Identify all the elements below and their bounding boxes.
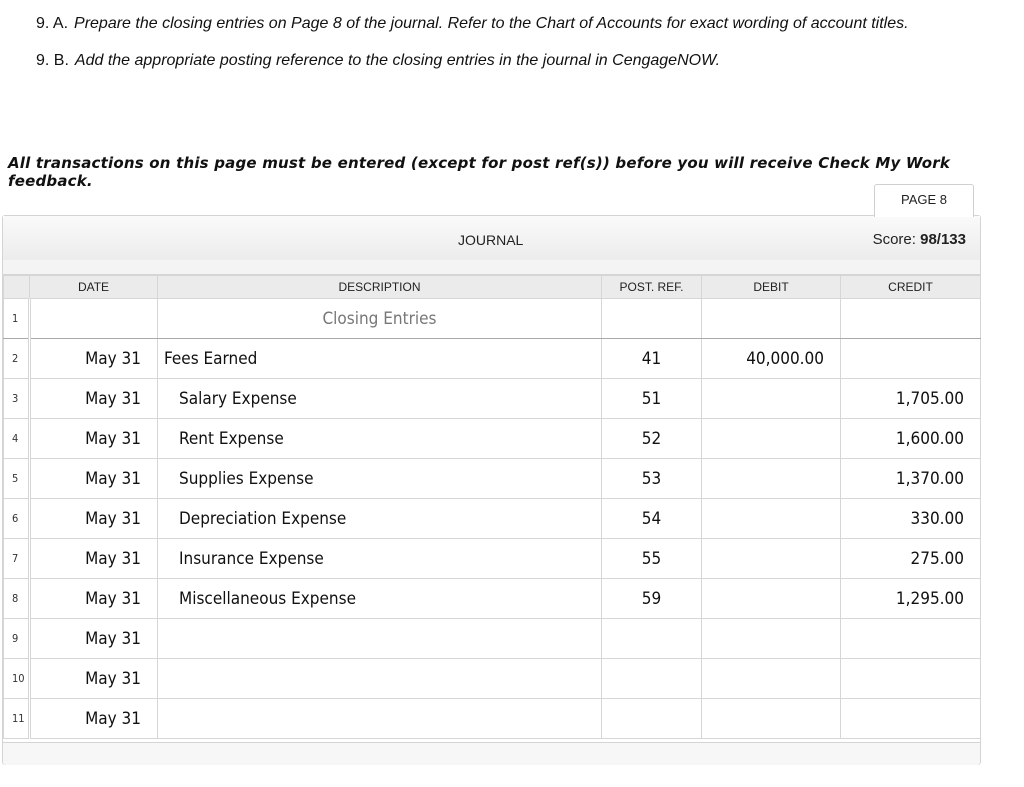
- description-cell[interactable]: [158, 699, 602, 739]
- journal-header: [3, 216, 980, 261]
- post-ref-column-header: POST. REF.: [602, 276, 702, 299]
- journal-footer: [3, 742, 980, 765]
- debit-cell[interactable]: [702, 299, 841, 339]
- score-label: Score:: [872, 231, 916, 248]
- credit-cell[interactable]: [841, 699, 981, 739]
- credit-cell[interactable]: [841, 659, 981, 699]
- score-display: [873, 231, 966, 248]
- row-number: 3: [4, 379, 30, 419]
- journal-toolbar-spacer: [3, 260, 980, 275]
- instruction-number: 9. B.: [36, 52, 69, 69]
- table-row: [4, 539, 981, 579]
- debit-column-header: DEBIT: [702, 276, 841, 299]
- row-number: 2: [4, 339, 30, 379]
- credit-cell[interactable]: 1,295.00: [841, 579, 981, 619]
- description-cell[interactable]: Rent Expense: [158, 419, 602, 459]
- post-ref-cell[interactable]: 55: [602, 539, 702, 579]
- description-cell[interactable]: Miscellaneous Expense: [158, 579, 602, 619]
- journal-title: JOURNAL: [458, 232, 524, 248]
- description-cell[interactable]: Insurance Expense: [158, 539, 602, 579]
- journal-body: [4, 299, 981, 739]
- table-row: [4, 419, 981, 459]
- table-row: [4, 379, 981, 419]
- post-ref-cell[interactable]: 52: [602, 419, 702, 459]
- instruction-9a: [36, 15, 909, 33]
- date-cell[interactable]: May 31: [30, 379, 158, 419]
- debit-cell[interactable]: [702, 539, 841, 579]
- table-row: [4, 339, 981, 379]
- table-row: [4, 499, 981, 539]
- post-ref-cell[interactable]: 59: [602, 579, 702, 619]
- post-ref-cell[interactable]: [602, 299, 702, 339]
- credit-cell[interactable]: 330.00: [841, 499, 981, 539]
- debit-cell[interactable]: [702, 379, 841, 419]
- row-number-header: [4, 276, 30, 299]
- table-row: [4, 579, 981, 619]
- credit-cell[interactable]: 1,370.00: [841, 459, 981, 499]
- debit-cell[interactable]: [702, 419, 841, 459]
- page-tab[interactable]: PAGE 8: [874, 184, 974, 217]
- post-ref-cell[interactable]: 41: [602, 339, 702, 379]
- date-cell[interactable]: May 31: [30, 659, 158, 699]
- post-ref-cell[interactable]: [602, 699, 702, 739]
- description-column-header: DESCRIPTION: [158, 276, 602, 299]
- date-cell[interactable]: May 31: [30, 579, 158, 619]
- post-ref-cell[interactable]: 53: [602, 459, 702, 499]
- journal-panel: [2, 215, 981, 765]
- date-cell[interactable]: May 31: [30, 619, 158, 659]
- date-cell[interactable]: May 31: [30, 539, 158, 579]
- instruction-text: Add the appropriate posting reference to the closing entries in the journal in CengageNOW.: [74, 52, 721, 69]
- table-row: [4, 299, 981, 339]
- row-number: 7: [4, 539, 30, 579]
- description-cell[interactable]: [158, 659, 602, 699]
- post-ref-cell[interactable]: 54: [602, 499, 702, 539]
- debit-cell[interactable]: [702, 619, 841, 659]
- date-cell[interactable]: May 31: [30, 499, 158, 539]
- description-cell[interactable]: Closing Entries: [158, 299, 602, 339]
- description-cell[interactable]: Fees Earned: [158, 339, 602, 379]
- debit-cell[interactable]: 40,000.00: [702, 339, 841, 379]
- post-ref-cell[interactable]: [602, 619, 702, 659]
- row-number: 10: [4, 659, 30, 699]
- date-cell[interactable]: [30, 299, 158, 339]
- check-my-work-notice: All transactions on this page must be entered (except for post ref(s)) before you will receive Check My Work feedback.: [8, 154, 951, 190]
- row-number: 11: [4, 699, 30, 739]
- instruction-9b: [36, 52, 720, 70]
- debit-cell[interactable]: [702, 459, 841, 499]
- date-cell[interactable]: May 31: [30, 699, 158, 739]
- date-cell[interactable]: May 31: [30, 339, 158, 379]
- row-number: 4: [4, 419, 30, 459]
- date-cell[interactable]: May 31: [30, 459, 158, 499]
- score-value: 98/133: [920, 231, 966, 248]
- debit-cell[interactable]: [702, 699, 841, 739]
- table-row: [4, 619, 981, 659]
- row-number: 6: [4, 499, 30, 539]
- instruction-number: 9. A.: [36, 15, 69, 32]
- date-cell[interactable]: May 31: [30, 419, 158, 459]
- row-number: 1: [4, 299, 30, 339]
- post-ref-cell[interactable]: [602, 659, 702, 699]
- credit-cell[interactable]: [841, 339, 981, 379]
- row-number: 5: [4, 459, 30, 499]
- table-row: [4, 659, 981, 699]
- date-column-header: DATE: [30, 276, 158, 299]
- credit-cell[interactable]: 1,705.00: [841, 379, 981, 419]
- credit-cell[interactable]: 275.00: [841, 539, 981, 579]
- credit-cell[interactable]: [841, 299, 981, 339]
- journal-header-row: [4, 276, 981, 299]
- description-cell[interactable]: Salary Expense: [158, 379, 602, 419]
- debit-cell[interactable]: [702, 499, 841, 539]
- row-number: 9: [4, 619, 30, 659]
- debit-cell[interactable]: [702, 659, 841, 699]
- credit-cell[interactable]: [841, 619, 981, 659]
- post-ref-cell[interactable]: 51: [602, 379, 702, 419]
- description-cell[interactable]: Supplies Expense: [158, 459, 602, 499]
- journal-table: [3, 275, 981, 739]
- table-row: [4, 699, 981, 739]
- description-cell[interactable]: Depreciation Expense: [158, 499, 602, 539]
- row-number: 8: [4, 579, 30, 619]
- table-row: [4, 459, 981, 499]
- credit-column-header: CREDIT: [841, 276, 981, 299]
- instruction-text: Prepare the closing entries on Page 8 of the journal. Refer to the Chart of Accounts for exact wording of account titles.: [74, 15, 909, 32]
- description-cell[interactable]: [158, 619, 602, 659]
- debit-cell[interactable]: [702, 579, 841, 619]
- credit-cell[interactable]: 1,600.00: [841, 419, 981, 459]
